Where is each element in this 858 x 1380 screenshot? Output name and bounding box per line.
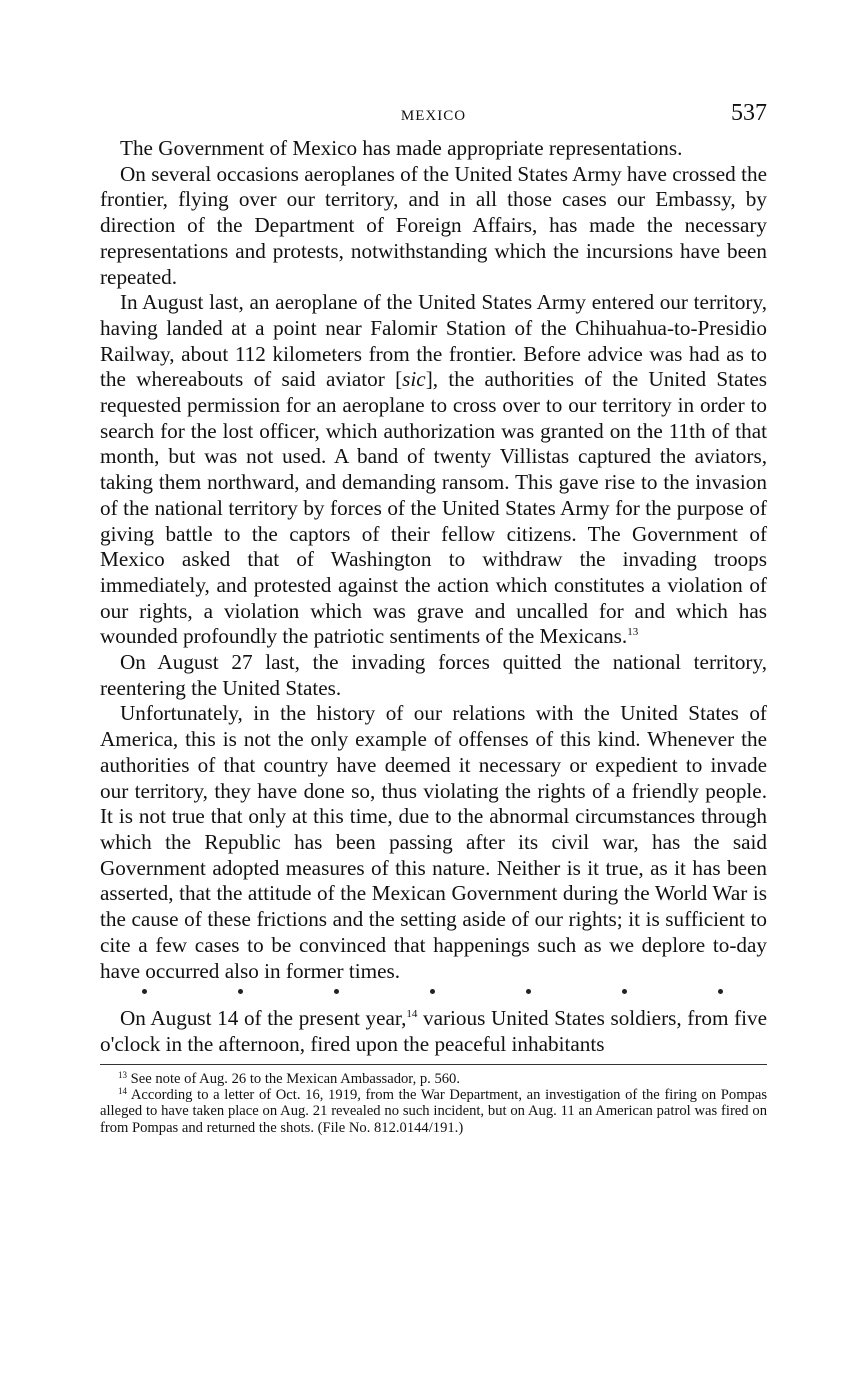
footnote-marker: 14 [118, 1086, 127, 1097]
body-text [100, 136, 767, 1058]
page-number: 537 [731, 100, 767, 126]
sic-italic: sic [402, 367, 426, 392]
paragraph [100, 1006, 767, 1057]
footnote-marker: 13 [118, 1069, 127, 1080]
footnote-text: See note of Aug. 26 to the Mexican Ambassador, p. 560. [130, 1070, 460, 1087]
dot [142, 989, 147, 994]
footnotes [100, 1071, 767, 1137]
footnote-text: According to a letter of Oct. 16, 1919, from the War Department, an investigation of the firing on Pompas alleged to have taken place on Aug. 21 revealed no such incident, but on Aug. 11 an American patrol was fired on from Pompas and returned the shots. (File No. 812.0144/191.) [100, 1087, 768, 1136]
paragraph [100, 290, 767, 650]
paragraph-text: ], the authorities of the United States requested permission for an aeroplane to cross over to our territory in order to search for the lost officer, which authorization was granted on the 11th of that month, but was not used. A band of twenty Villistas captured the aviators, taking them northward, and demanding ransom. This gave rise to the invasion of the national territory by forces of the United States Army for the purpose of giving battle to the captors of their fellow citizens. The Government of Mexico asked that of Washington to withdraw the invading troops immediately, and protested against the action which constitutes a violation of our rights, a violation which was grave and uncalled for and which has wounded profoundly the patriotic sentiments of the Mexicans. [100, 367, 767, 649]
running-title: MEXICO [400, 108, 467, 124]
running-head [100, 98, 767, 136]
footnote [100, 1071, 767, 1087]
dot [238, 989, 243, 994]
footnote-reference: 14 [406, 1008, 418, 1021]
footnote-reference: 13 [627, 626, 639, 639]
footnote [100, 1087, 767, 1136]
paragraph-text: various United States soldiers, from five o'clock in the afternoon, fired upon the peaceful inhabitants [100, 1006, 768, 1056]
paragraph: The Government of Mexico has made appropriate representations. [120, 136, 683, 160]
omission-dots [100, 989, 767, 994]
dot [430, 989, 435, 994]
paragraph: On several occasions aeroplanes of the United States Army have crossed the frontier, flying over our territory, and in all those cases our Embassy, by direction of the Department of Foreign Affairs, has made the necessary representations and protests, notwithstanding which the incursions have been repeated. [100, 161, 767, 289]
dot [334, 989, 339, 994]
paragraph-text: On August 14 of the present year, [120, 1006, 407, 1031]
document-page [100, 98, 767, 1136]
paragraph: Unfortunately, in the history of our relations with the United States of America, this is not the only example of offenses of this kind. Whenever the authorities of that country have deemed it necessary or expedient to invade our territory, they have done so, thus violating the rights of a friendly people. It is not true that only at this time, due to the abnormal circumstances through which the Republic has been passing after its civil war, has the said Government adopted measures of this nature. Neither is it true, as it has been asserted, that the attitude of the Mexican Government during the World War is the cause of these frictions and the setting aside of our rights; it is sufficient to cite a few cases to be convinced that happenings such as we deplore to-day have occurred also in former times. [100, 701, 767, 983]
paragraph-text: In August last, an aeroplane of the United States Army entered our territory, having landed at a point near Falomir Station of the Chihuahua-to-Presidio Railway, about 112 kilometers from the frontier. Before advice was had as to the whereabouts of said aviator [ [100, 290, 767, 392]
footnote-divider [100, 1064, 767, 1065]
paragraph: On August 27 last, the invading forces quitted the national territory, reentering the United States. [100, 650, 767, 700]
dot [718, 989, 723, 994]
dot [622, 989, 627, 994]
dot [526, 989, 531, 994]
